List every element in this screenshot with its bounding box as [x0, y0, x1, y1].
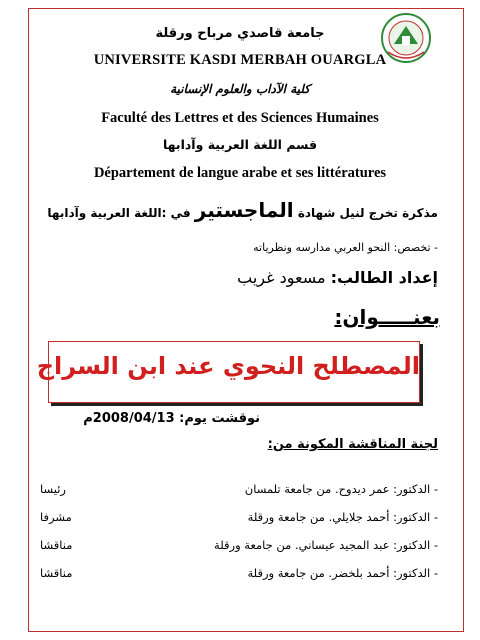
university-name-fr: UNIVERSITE KASDI MERBAH OUARGLA — [93, 52, 387, 68]
member-role: رئيسا — [40, 482, 66, 496]
member-name: - الدكتور: أحمد جلايلي. من جامعة ورقلة — [247, 510, 438, 524]
member-role: مناقشا — [40, 566, 73, 580]
defense-date: 2008/04/13م — [83, 411, 175, 426]
memo-field: في :اللغة العربية وآدابها — [47, 206, 191, 220]
student-label: إعداد الطالب: — [330, 268, 438, 287]
member-name: - الدكتور: أحمد بلخضر. من جامعة ورقلة — [247, 566, 438, 580]
department-name-ar: قسم اللغة العربية وآدابها — [162, 137, 318, 152]
memo-degree: الماجستير — [194, 198, 294, 222]
memo-prefix: مذكرة تخرج لنيل شهادة — [297, 206, 438, 220]
committee-member — [40, 510, 438, 530]
defense-line — [83, 411, 260, 426]
member-name: - الدكتور: عبد المجيد عيساني. من جامعة ورقلة — [214, 538, 438, 552]
university-name-ar: جامعة قاصدي مرباح ورقلة — [155, 26, 325, 41]
committee-member — [40, 566, 438, 586]
committee-member — [40, 482, 438, 502]
faculty-name-ar: كلية الآداب والعلوم الإنسانية — [170, 82, 310, 96]
member-role: مشرفا — [40, 510, 72, 524]
member-role: مناقشا — [40, 538, 73, 552]
student-name: مسعود غريب — [237, 268, 326, 287]
specialization: - تخصص: النحو العربي مدارسه ونظرياته — [253, 241, 438, 254]
student-line — [237, 268, 438, 287]
faculty-name-fr: Faculté des Lettres et des Sciences Humaines — [101, 110, 379, 126]
member-name: - الدكتور: عمر ديدوح. من جامعة تلمسان — [244, 482, 438, 496]
defense-label: نوقشت يوم: — [179, 411, 260, 426]
title-label: بعنـــــوان: — [334, 305, 440, 329]
department-name-fr: Département de langue arabe et ses littératures — [93, 165, 387, 181]
thesis-title: المصطلح النحوي عند ابن السراج — [36, 352, 420, 380]
memo-line — [47, 198, 438, 222]
committee-heading: لجنة المناقشة المكونة من: — [267, 437, 438, 452]
committee-member — [40, 538, 438, 558]
